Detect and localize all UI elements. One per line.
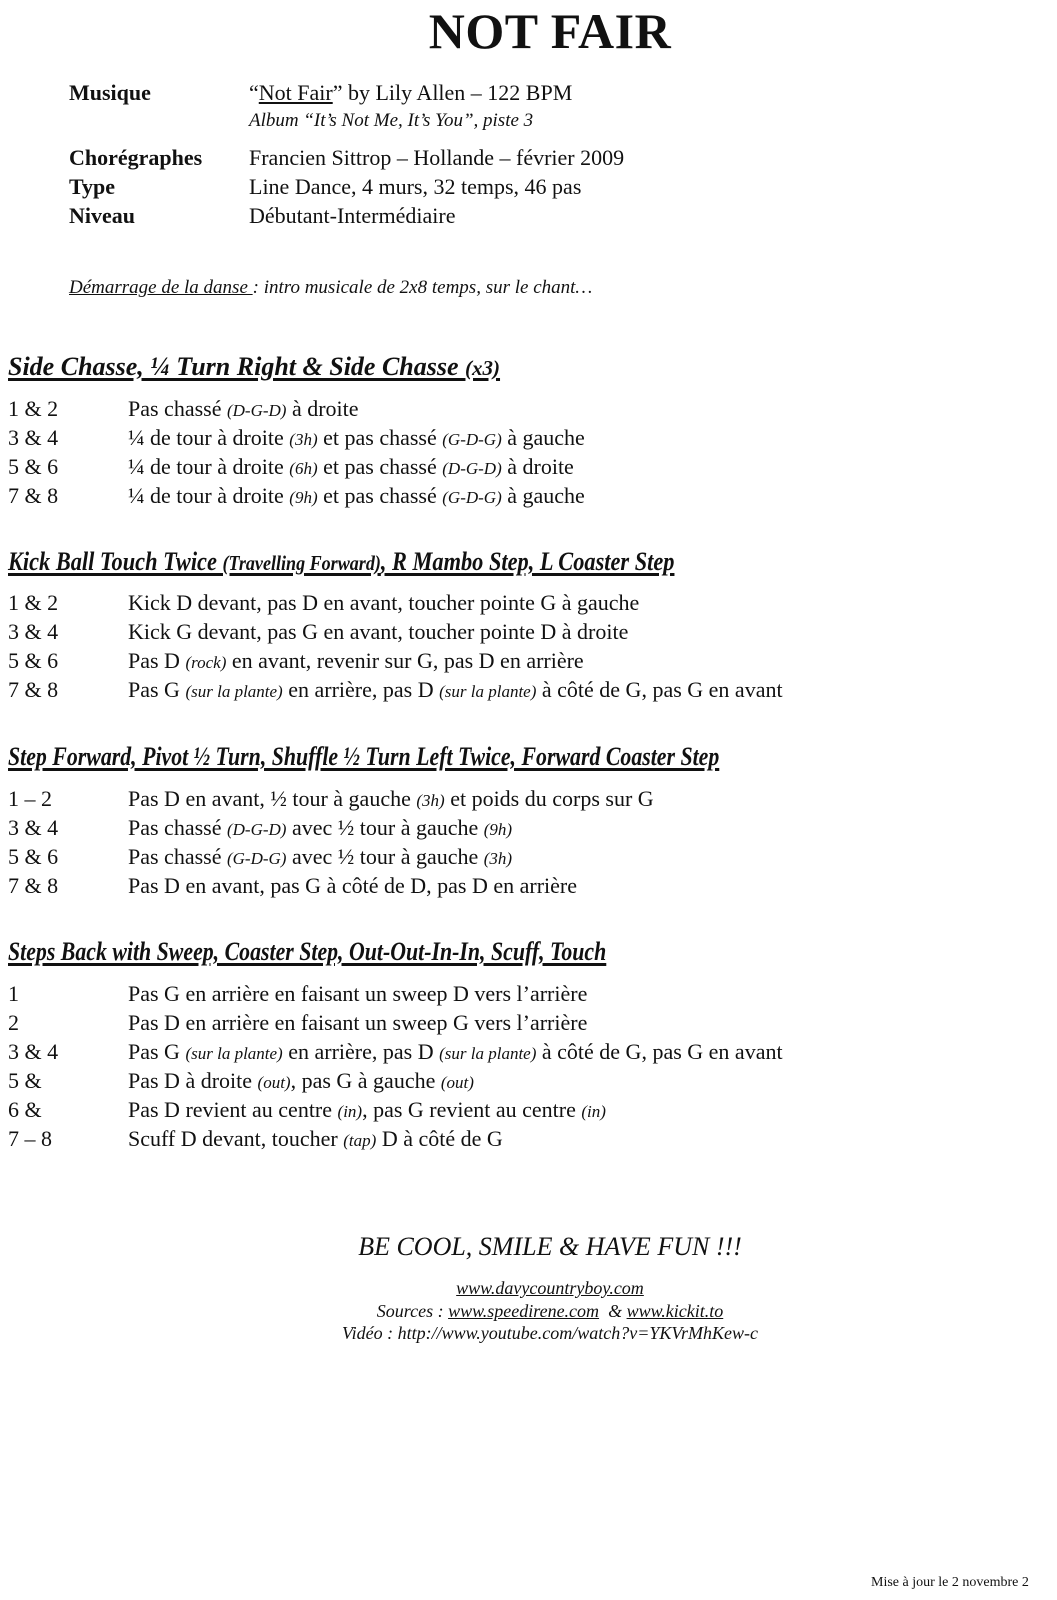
step-text: à gauche	[501, 483, 585, 508]
step-note: (3h)	[289, 430, 318, 449]
site-link[interactable]: www.davycountryboy.com	[456, 1278, 644, 1298]
step-text: Pas chassé	[128, 815, 227, 840]
section-heading-tail: , R Mambo Step, L Coaster Step	[380, 547, 675, 576]
step-description	[128, 786, 654, 812]
step-text: et pas chassé	[317, 454, 443, 479]
step-description	[128, 619, 628, 645]
video-line	[0, 1323, 1057, 1344]
type-label: Type	[69, 174, 116, 199]
step-note: (G-D-G)	[226, 849, 287, 868]
source-link-kickit[interactable]: www.kickit.to	[626, 1301, 724, 1321]
step-count: 5 &	[8, 1068, 42, 1093]
page-title: NOT FAIR	[428, 3, 672, 59]
step-text: Pas G	[128, 677, 186, 702]
step-count: 7 & 8	[8, 873, 59, 898]
step-note: (tap)	[343, 1131, 377, 1150]
step-note: (sur la plante)	[185, 1044, 283, 1063]
step-note: (9h)	[289, 488, 318, 507]
step-count: 5 & 6	[8, 454, 59, 479]
step-note: (rock)	[185, 653, 227, 672]
song-title: Not Fair	[258, 80, 333, 105]
step-description	[128, 677, 783, 703]
step-text: et pas chassé	[317, 483, 443, 508]
niveau-value: Débutant-Intermédiaire	[249, 203, 456, 228]
step-note: (9h)	[483, 820, 513, 839]
start-label: Démarrage de la danse	[69, 277, 253, 298]
step-text: Pas G en arrière en faisant un sweep D vers l’arrière	[128, 981, 588, 1006]
step-description	[128, 981, 587, 1007]
step-text: Kick D devant, pas D en avant, toucher pointe G à gauche	[128, 590, 640, 615]
step-count: 1 – 2	[8, 786, 52, 811]
step-count: 3 & 4	[8, 425, 59, 450]
musique-value	[249, 80, 572, 106]
step-count: 3 & 4	[8, 1039, 59, 1064]
step-text: , pas G à gauche	[290, 1068, 441, 1093]
step-text: à droite	[501, 454, 574, 479]
section-heading-main: Step Forward, Pivot ½ Turn, Shuffle ½ Turn Left Twice, Forward Coaster Step	[8, 742, 720, 771]
step-note: (3h)	[416, 791, 445, 810]
step-text: Kick G devant, pas G en avant, toucher pointe D à droite	[128, 619, 629, 644]
step-text: , pas G revient au centre	[362, 1097, 582, 1122]
step-note: (sur la plante)	[439, 682, 537, 701]
step-description	[128, 425, 585, 451]
section-heading	[8, 742, 719, 772]
source-link-speedirene[interactable]: www.speedirene.com	[448, 1301, 600, 1321]
section-heading-main: Steps Back with Sweep, Coaster Step, Out-Out-In-In, Scuff, Touch	[8, 937, 607, 966]
step-description	[128, 396, 359, 422]
step-text: à côté de G, pas G en avant	[536, 677, 783, 702]
step-count: 2	[8, 1010, 19, 1035]
album-info: Album “It’s Not Me, It’s You”, piste 3	[249, 110, 534, 131]
step-note: (G-D-G)	[442, 488, 502, 507]
step-count: 1	[8, 981, 19, 1006]
step-description	[128, 648, 584, 674]
step-text: à gauche	[501, 425, 585, 450]
section-heading-main: Side Chasse, ¼ Turn Right & Side Chasse	[8, 352, 466, 381]
step-text: à droite	[286, 396, 359, 421]
quote-open: “	[249, 80, 259, 105]
step-note: (D-G-D)	[226, 820, 287, 839]
step-text: Pas chassé	[128, 396, 227, 421]
choregraphes-value: Francien Sittrop – Hollande – février 2009	[249, 145, 625, 170]
update-date: Mise à jour le 2 novembre 2	[871, 1575, 1029, 1590]
step-text: en arrière, pas D	[282, 1039, 440, 1064]
step-description	[128, 454, 574, 480]
video-link[interactable]: http://www.youtube.com/watch?v=YKVrMhKew-c	[397, 1323, 759, 1343]
step-text: Pas D en arrière en faisant un sweep G vers l’arrière	[128, 1010, 588, 1035]
step-note: (3h)	[483, 849, 513, 868]
step-count: 1 & 2	[8, 396, 59, 421]
dance-start-note	[69, 277, 592, 299]
step-note: (6h)	[289, 459, 318, 478]
step-text: et poids du corps sur G	[444, 786, 654, 811]
step-note: (out)	[257, 1073, 291, 1092]
sources-label: Sources :	[376, 1301, 449, 1321]
step-description	[128, 844, 512, 870]
step-text: ¼ de tour à droite	[128, 425, 290, 450]
sources-line	[0, 1301, 1057, 1322]
step-description	[128, 1039, 783, 1065]
step-description	[128, 483, 585, 509]
niveau-label: Niveau	[69, 203, 135, 228]
step-count: 3 & 4	[8, 815, 59, 840]
step-count: 7 & 8	[8, 677, 59, 702]
choregraphes-label: Chorégraphes	[69, 145, 203, 170]
step-count: 3 & 4	[8, 619, 59, 644]
step-description	[128, 1010, 587, 1036]
musique-label: Musique	[69, 80, 151, 105]
step-count: 5 & 6	[8, 648, 59, 673]
step-count: 7 – 8	[8, 1126, 52, 1151]
step-description	[128, 1068, 474, 1094]
step-note: (in)	[337, 1102, 363, 1121]
site-link-line	[0, 1278, 1057, 1299]
step-text: Pas D à droite	[128, 1068, 258, 1093]
step-count: 1 & 2	[8, 590, 59, 615]
step-text: Pas D	[128, 648, 186, 673]
section-heading	[8, 937, 606, 967]
step-note: (sur la plante)	[439, 1044, 537, 1063]
type-value: Line Dance, 4 murs, 32 temps, 46 pas	[249, 174, 582, 199]
step-note: (sur la plante)	[185, 682, 283, 701]
step-description	[128, 1097, 606, 1123]
step-note: (D-G-D)	[442, 459, 502, 478]
step-count: 5 & 6	[8, 844, 59, 869]
start-text: : intro musicale de 2x8 temps, sur le chant…	[252, 277, 593, 298]
section-heading-note: (Travelling Forward)	[222, 551, 381, 575]
step-text: D à côté de G	[376, 1126, 503, 1151]
step-description	[128, 815, 512, 841]
video-label: Vidéo :	[341, 1323, 398, 1343]
step-text: à côté de G, pas G en avant	[536, 1039, 783, 1064]
step-text: avec ½ tour à gauche	[286, 844, 484, 869]
section-heading	[8, 547, 674, 577]
musique-rest: ” by Lily Allen – 122 BPM	[332, 80, 573, 105]
section-heading-main: Kick Ball Touch Twice	[8, 547, 223, 576]
step-text: en avant, revenir sur G, pas D en arrière	[226, 648, 584, 673]
step-description	[128, 590, 639, 616]
step-note: (in)	[581, 1102, 606, 1121]
step-text: Pas G	[128, 1039, 186, 1064]
step-text: Pas D revient au centre	[128, 1097, 338, 1122]
step-text: et pas chassé	[317, 425, 443, 450]
step-text: en arrière, pas D	[282, 677, 440, 702]
sources-amp: &	[599, 1301, 627, 1321]
closing-message: BE COOL, SMILE & HAVE FUN !!!	[358, 1232, 742, 1261]
step-text: ¼ de tour à droite	[128, 483, 290, 508]
step-text: Scuff D devant, toucher	[128, 1126, 344, 1151]
step-count: 6 &	[8, 1097, 42, 1122]
step-text: avec ½ tour à gauche	[286, 815, 484, 840]
section-heading	[8, 352, 500, 382]
step-description	[128, 1126, 503, 1152]
step-text: Pas chassé	[128, 844, 227, 869]
section-heading-note: (x3)	[465, 356, 501, 380]
step-text: ¼ de tour à droite	[128, 454, 290, 479]
step-text: Pas D en avant, pas G à côté de D, pas D en arrière	[128, 873, 577, 898]
step-note: (D-G-D)	[226, 401, 287, 420]
step-note: (G-D-G)	[442, 430, 502, 449]
step-text: Pas D en avant, ½ tour à gauche	[128, 786, 417, 811]
step-description	[128, 873, 577, 899]
step-note: (out)	[440, 1073, 474, 1092]
step-count: 7 & 8	[8, 483, 59, 508]
